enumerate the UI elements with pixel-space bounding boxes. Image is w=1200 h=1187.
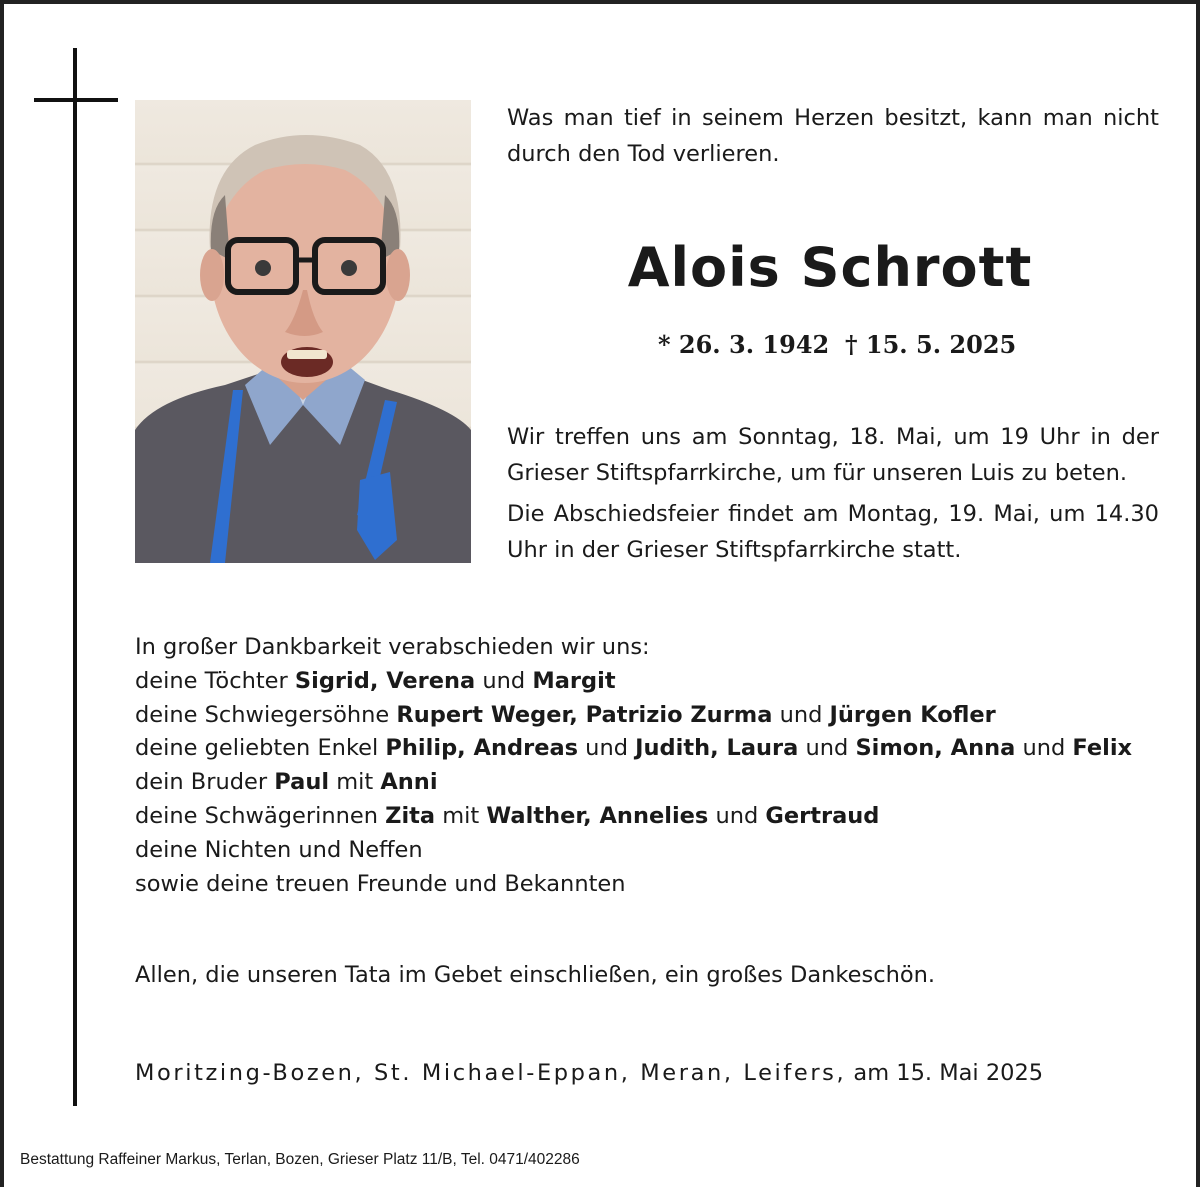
names: Felix — [1072, 735, 1133, 762]
mourners-list — [135, 631, 1132, 901]
birth-date: * 26. 3. 1942 — [658, 330, 830, 359]
names: Jürgen Kofler — [829, 701, 996, 728]
names: Philip, Andreas — [385, 735, 579, 762]
names: Judith, Laura — [635, 735, 799, 762]
funeral-home-footer: Bestattung Raffeiner Markus, Terlan, Bozen, Grieser Platz 11/B, Tel. 0471/402286 — [20, 1151, 580, 1168]
names: Simon, Anna — [855, 735, 1016, 762]
cross-icon-horizontal-bar — [34, 98, 118, 102]
conjunction: und — [772, 701, 830, 728]
label: deine Töchter — [135, 667, 295, 694]
names: Gertraud — [765, 802, 880, 829]
mourners-nieces-nephews: deine Nichten und Neffen — [135, 836, 423, 863]
conjunction: und — [475, 667, 533, 694]
mourners-friends: sowie deine treuen Freunde und Bekannten — [135, 870, 626, 897]
place-date: am 15. Mai 2025 — [846, 1060, 1044, 1086]
farewell-line-2: Uhr in der Grieser Stiftspfarrkirche statt. — [507, 537, 962, 563]
cross-icon-vertical-bar — [73, 48, 77, 1106]
deceased-name: Alois Schrott — [627, 236, 1033, 299]
conjunction: und — [708, 802, 766, 829]
conjunction: mit — [329, 769, 381, 796]
names: Walther, Annelies — [486, 802, 709, 829]
death-date: † 15. 5. 2025 — [845, 330, 1017, 359]
motto-line-1: Was man tief in seinem Herzen besitzt, kann man nicht — [507, 105, 1159, 131]
names: Margit — [532, 667, 616, 694]
conjunction: und — [1015, 735, 1073, 762]
portrait-photo — [135, 100, 471, 563]
mourners-grandchildren — [135, 732, 1132, 766]
gathering-line-2: Grieser Stiftspfarrkirche, um für unseren Luis zu beten. — [507, 460, 1128, 486]
conjunction: und — [798, 735, 856, 762]
label: deine Schwägerinnen — [135, 802, 386, 829]
names: Zita — [385, 802, 436, 829]
names: Paul — [274, 769, 330, 796]
label: deine geliebten Enkel — [135, 735, 386, 762]
mourners-sisters-in-law — [135, 800, 1132, 834]
conjunction: und — [578, 735, 636, 762]
motto-line-2: durch den Tod verlieren. — [507, 141, 780, 167]
names: Anni — [380, 769, 438, 796]
farewell-line-1: Die Abschiedsfeier findet am Montag, 19. Mai, um 14.30 — [507, 501, 1159, 527]
mourners-daughters — [135, 665, 1132, 699]
mourners-intro: In großer Dankbarkeit verabschieden wir uns: — [135, 634, 650, 660]
place-and-date — [135, 1055, 1043, 1091]
names: Sigrid, Verena — [294, 667, 476, 694]
mourners-sons-in-law — [135, 699, 1132, 733]
thanks-line: Allen, die unseren Tata im Gebet einschließen, ein großes Dankeschön. — [135, 962, 936, 988]
portrait-illustration — [135, 100, 471, 563]
names: Rupert Weger, Patrizio Zurma — [396, 701, 773, 728]
gathering-line-1: Wir treffen uns am Sonntag, 18. Mai, um 19 Uhr in der — [507, 424, 1159, 450]
conjunction: mit — [435, 802, 487, 829]
label: dein Bruder — [135, 769, 275, 796]
label: deine Schwiegersöhne — [135, 701, 397, 728]
place-towns: Moritzing-Bozen, St. Michael-Eppan, Meran, Leifers, — [135, 1060, 847, 1086]
mourners-brother — [135, 766, 1132, 800]
